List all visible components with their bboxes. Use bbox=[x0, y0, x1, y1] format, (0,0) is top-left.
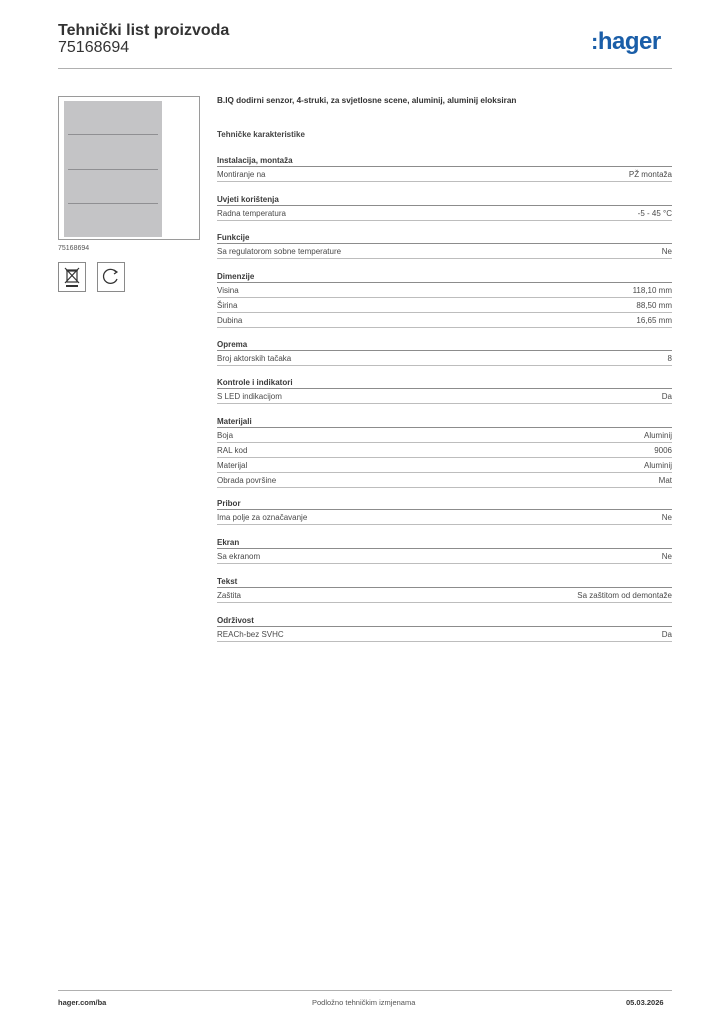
spec-value: Da bbox=[661, 630, 672, 639]
page-title: Tehnički list proizvoda bbox=[58, 22, 230, 39]
section-title: Funkcije bbox=[217, 232, 672, 244]
spec-row bbox=[217, 352, 672, 366]
logo-text: hager bbox=[597, 28, 661, 55]
spec-row bbox=[217, 589, 672, 603]
spec-value: 8 bbox=[667, 354, 672, 363]
spec-row bbox=[217, 474, 672, 488]
spec-value: Da bbox=[661, 392, 672, 401]
spec-label: RAL kod bbox=[217, 446, 248, 455]
spec-label: Zaštita bbox=[217, 591, 242, 600]
spec-value: 88,50 mm bbox=[636, 301, 672, 310]
section-title: Oprema bbox=[217, 339, 672, 351]
product-image bbox=[58, 96, 200, 240]
section-title: Pribor bbox=[217, 498, 672, 510]
spec-label: Dubina bbox=[217, 316, 243, 325]
hager-logo[interactable] bbox=[591, 28, 661, 56]
spec-row bbox=[217, 168, 672, 182]
header-divider bbox=[58, 68, 672, 69]
spec-row bbox=[217, 390, 672, 404]
specs-heading: Tehničke karakteristike bbox=[217, 130, 305, 139]
image-caption-code: 75168694 bbox=[58, 245, 90, 252]
spec-value: PŽ montaža bbox=[628, 170, 672, 179]
footer-notice: Podložno tehničkim izmjenama bbox=[312, 998, 416, 1007]
spec-value: 118,10 mm bbox=[632, 286, 672, 295]
spec-value: Ne bbox=[661, 247, 672, 256]
logo-dots-icon: : bbox=[591, 29, 598, 54]
panel-separator bbox=[68, 169, 158, 170]
product-code: 75168694 bbox=[58, 39, 130, 56]
spec-value: Aluminij bbox=[643, 431, 672, 440]
section-title: Kontrole i indikatori bbox=[217, 377, 672, 389]
section-title: Materijali bbox=[217, 416, 672, 428]
spec-row bbox=[217, 444, 672, 458]
spec-label: Radna temperatura bbox=[217, 209, 286, 218]
spec-label: Boja bbox=[217, 431, 234, 440]
spec-row bbox=[217, 550, 672, 564]
spec-label: Materijal bbox=[217, 461, 248, 470]
spec-value: 9006 bbox=[654, 446, 672, 455]
spec-label: S LED indikacijom bbox=[217, 392, 282, 401]
spec-label: Sa ekranom bbox=[217, 552, 261, 561]
section-title: Održivost bbox=[217, 615, 672, 627]
spec-row bbox=[217, 284, 672, 298]
section-title: Ekran bbox=[217, 537, 672, 549]
spec-row bbox=[217, 207, 672, 221]
product-panel bbox=[64, 101, 162, 237]
spec-value: Mat bbox=[658, 476, 672, 485]
panel-separator bbox=[68, 203, 158, 204]
spec-label: Širina bbox=[217, 301, 238, 310]
spec-label: Visina bbox=[217, 286, 239, 295]
section-title: Dimenzije bbox=[217, 271, 672, 283]
panel-separator bbox=[68, 134, 158, 135]
spec-value: Ne bbox=[661, 513, 672, 522]
spec-label: Ima polje za označavanje bbox=[217, 513, 308, 522]
spec-label: Obrada površine bbox=[217, 476, 277, 485]
section-title: Instalacija, montaža bbox=[217, 155, 672, 167]
spec-row bbox=[217, 299, 672, 313]
product-description: B.IQ dodirni senzor, 4-struki, za svjetlosne scene, aluminij, aluminij eloksiran bbox=[217, 96, 517, 105]
spec-label: Montiranje na bbox=[217, 170, 266, 179]
spec-row bbox=[217, 628, 672, 642]
footer-divider bbox=[58, 990, 672, 991]
spec-value: Ne bbox=[661, 552, 672, 561]
section-title: Uvjeti korištenja bbox=[217, 194, 672, 206]
footer-date: 05.03.2026 bbox=[626, 998, 664, 1007]
spec-label: Sa regulatorom sobne temperature bbox=[217, 247, 342, 256]
spec-row bbox=[217, 245, 672, 259]
weee-crossed-bin-icon bbox=[58, 262, 86, 292]
section-title: Tekst bbox=[217, 576, 672, 588]
spec-row bbox=[217, 314, 672, 328]
spec-label: REACh-bez SVHC bbox=[217, 630, 284, 639]
spec-value: Aluminij bbox=[643, 461, 672, 470]
footer-website-link[interactable]: hager.com/ba bbox=[58, 998, 107, 1007]
spec-value: Sa zaštitom od demontaže bbox=[577, 591, 672, 600]
spec-label: Broj aktorskih tačaka bbox=[217, 354, 292, 363]
spec-row bbox=[217, 511, 672, 525]
spec-row bbox=[217, 459, 672, 473]
spec-value: -5 - 45 °C bbox=[637, 209, 672, 218]
spec-value: 16,65 mm bbox=[636, 316, 672, 325]
spec-row bbox=[217, 429, 672, 443]
rotation-symbol-icon bbox=[97, 262, 125, 292]
